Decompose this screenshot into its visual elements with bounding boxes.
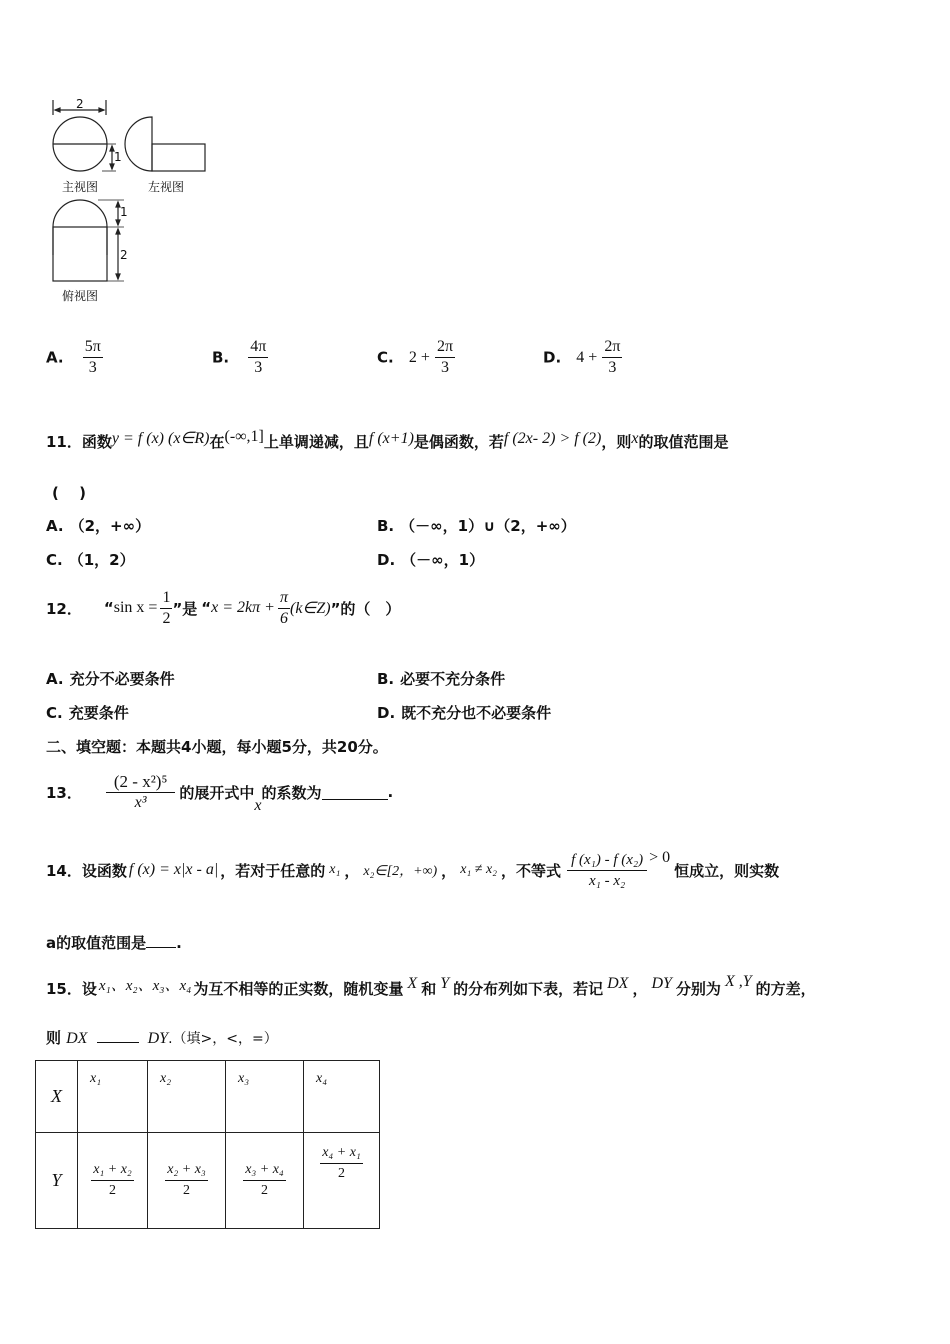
table-row-y <box>36 1133 380 1229</box>
option-fraction: $\frac{5\pi}{3}$ <box>84 338 101 376</box>
dim-label-1-front: 1 <box>114 150 122 164</box>
option-fraction: $\frac{4\pi}{3}$ <box>250 338 267 376</box>
q10-option-c[interactable] <box>377 337 455 378</box>
row-header-y: Y <box>36 1133 78 1229</box>
option-fraction: $\frac{2\pi}{3}$ <box>436 338 454 376</box>
q12-math: (k∈Z) <box>289 600 331 617</box>
distribution-table <box>35 1060 380 1229</box>
q12-option-c[interactable] <box>46 702 129 723</box>
q11-math: (-∞,1] <box>224 428 264 445</box>
q11-option-b[interactable] <box>377 515 576 536</box>
q15-math: DX <box>607 975 629 992</box>
q15-math: X ,Y <box>724 973 752 990</box>
option-text: 必要不充分条件 <box>400 670 506 688</box>
q12-math: x = 2kπ + <box>211 599 275 616</box>
q11-text: 函数 <box>81 433 112 451</box>
q15-text: 的方差， <box>755 979 816 998</box>
q11-stem <box>46 428 728 452</box>
option-text: （－∞，1） <box>401 551 485 569</box>
q15-math: X <box>407 975 418 992</box>
q14-text: ， <box>344 861 360 880</box>
q15-text: 设 <box>81 979 97 998</box>
q14-math: x₁ ≠ x₂ <box>460 862 498 877</box>
option-letter: A. <box>46 670 64 688</box>
dim-label-2-top-view: 2 <box>120 248 128 262</box>
q15-text: 为互不相等的正实数，随机变量 <box>193 979 404 998</box>
table-cell: x₂ <box>148 1061 226 1133</box>
q14-text: ，不等式 <box>501 861 562 880</box>
table-cell: x₁ <box>78 1061 148 1133</box>
q11-text: 在 <box>209 433 225 451</box>
option-fraction: $\frac{2\pi}{3}$ <box>604 338 621 376</box>
option-letter: A. <box>46 348 64 367</box>
top-view-label: 俯视图 <box>62 289 99 303</box>
table-cell: $\frac{\text{x₄ + x₁}}{2}$ <box>304 1133 380 1229</box>
q15-math: DX <box>66 1030 88 1047</box>
q15-math: DY <box>147 1030 169 1047</box>
q15-text: ， <box>632 979 648 998</box>
dim-label-1-top-view: 1 <box>120 205 128 219</box>
q15-text: 和 <box>421 979 437 998</box>
question-number: 15． <box>46 979 82 998</box>
q14-text: ， <box>441 861 457 880</box>
q15-text: 的分布列如下表，若记 <box>453 979 604 998</box>
q10-option-d[interactable] <box>543 337 622 378</box>
table-cell: $\frac{\text{x₃ + x₄}}{2}$ <box>226 1133 304 1229</box>
q11-text: 是偶函数，若 <box>413 433 504 451</box>
q12-fraction-half: $\frac{1}{2}$ <box>162 588 171 627</box>
q14-text: 设函数 <box>81 861 127 880</box>
q15-line2 <box>46 1027 278 1048</box>
option-letter: D. <box>377 704 396 722</box>
q11-math: x <box>631 430 639 447</box>
question-number: 12． <box>46 599 82 618</box>
q14-math: x₁ <box>329 862 341 877</box>
q11-math: f (2x- 2) > f (2) <box>503 430 602 447</box>
q13-text: 的展开式中 <box>179 783 255 802</box>
option-text: （2，+∞） <box>69 517 151 535</box>
q14-math: f (x) = x|x - a| <box>128 861 219 878</box>
q15-math: DY <box>651 975 672 992</box>
option-whole: 2 + <box>408 348 430 366</box>
q14-text: ，若对于任意的 <box>220 861 326 880</box>
q14-answer-blank[interactable] <box>146 935 176 948</box>
option-text: 充分不必要条件 <box>69 670 175 688</box>
q13-text: 的系数为 <box>261 783 322 802</box>
q13-answer-blank[interactable] <box>322 785 388 800</box>
q11-text: 上单调递减，且 <box>263 433 369 451</box>
three-view-figure <box>40 95 260 305</box>
option-letter: B. <box>377 517 395 535</box>
table-cell: x₄ <box>304 1061 380 1133</box>
q12-math: sin x = <box>113 599 158 616</box>
option-letter: C. <box>46 704 63 722</box>
q14-text: 恒成立，则实数 <box>674 861 780 880</box>
q13-math-x: x <box>254 797 262 814</box>
side-view-label: 左视图 <box>148 180 185 194</box>
q14-fraction: $\frac{\text{f (x₁) - f (x₂)}}{\text{x₁ - x₂}}$ <box>567 850 647 891</box>
question-number: 14． <box>46 861 82 880</box>
table-cell: $\frac{\text{x₂ + x₃}}{2}$ <box>148 1133 226 1229</box>
option-text: （－∞，1）∪（2，+∞） <box>400 517 576 535</box>
q13-text: . <box>387 783 394 801</box>
q11-text: 的取值范围是 <box>638 433 729 451</box>
q13-fraction: $\frac{\text{(2 - x²)⁵}}{\text{x³}}$ <box>106 772 176 813</box>
q14-text: . <box>176 934 182 952</box>
q11-math: f (x+1) <box>368 430 414 447</box>
q15-answer-blank[interactable] <box>97 1030 139 1043</box>
q11-option-c[interactable] <box>46 549 135 570</box>
q12-option-d[interactable] <box>377 702 551 723</box>
q12-quote: “ <box>201 599 212 617</box>
q11-option-a[interactable] <box>46 515 150 536</box>
option-letter: D. <box>543 348 562 367</box>
q14-text: a的取值范围是 <box>46 934 147 952</box>
q11-option-d[interactable] <box>377 549 484 570</box>
q14-stem <box>46 842 779 898</box>
question-number: 13． <box>46 783 82 802</box>
section-heading: 二、填空题：本题共4小题，每小题5分，共20分。 <box>46 738 388 756</box>
q15-math: x₁、x₂、x₃、x₄ <box>98 977 192 994</box>
q12-quote: “ <box>103 599 114 617</box>
table-row-x <box>36 1061 380 1133</box>
q14-math: x₂∈[2，+∞) <box>363 864 438 879</box>
q12-option-a[interactable] <box>46 668 175 689</box>
table-cell: x₃ <box>226 1061 304 1133</box>
option-letter: C. <box>377 348 394 367</box>
q14-math: > 0 <box>649 849 671 866</box>
option-letter: B. <box>377 670 395 688</box>
q15-stem <box>46 973 816 1000</box>
option-letter: C. <box>46 551 63 569</box>
q11-math: y = f (x) (x∈R) <box>111 430 210 447</box>
option-text: （1，2） <box>68 551 135 569</box>
option-whole: 4 + <box>576 348 598 366</box>
q15-text: .（填>，<，=） <box>168 1031 278 1047</box>
q15-math: Y <box>440 975 450 992</box>
q12-stem <box>46 585 400 631</box>
dim-label-2-top: 2 <box>76 97 84 111</box>
option-text: 充要条件 <box>68 704 129 722</box>
q12-fraction-pi6: $\frac{\pi}{6}$ <box>279 588 288 627</box>
option-letter: B. <box>212 348 230 367</box>
q12-option-b[interactable] <box>377 668 505 689</box>
q10-option-a[interactable] <box>46 337 103 378</box>
q11-answer-paren: ( ) <box>52 484 86 502</box>
q10-option-b[interactable] <box>212 337 268 378</box>
table-cell: $\frac{\text{x₁ + x₂}}{2}$ <box>78 1133 148 1229</box>
q11-text: ，则 <box>601 433 632 451</box>
option-letter: D. <box>377 551 396 569</box>
question-number: 11． <box>46 433 82 451</box>
front-view-label: 主视图 <box>62 180 99 194</box>
q15-text: 分别为 <box>675 979 721 998</box>
q13-stem <box>46 762 393 822</box>
row-header-x: X <box>36 1061 78 1133</box>
option-text: 既不充分也不必要条件 <box>401 704 552 722</box>
q12-text: ”的（ ） <box>330 599 401 618</box>
q14-line2 <box>46 932 182 953</box>
q12-text: ”是 <box>172 599 198 618</box>
option-letter: A. <box>46 517 64 535</box>
q15-text: 则 <box>46 1029 62 1047</box>
